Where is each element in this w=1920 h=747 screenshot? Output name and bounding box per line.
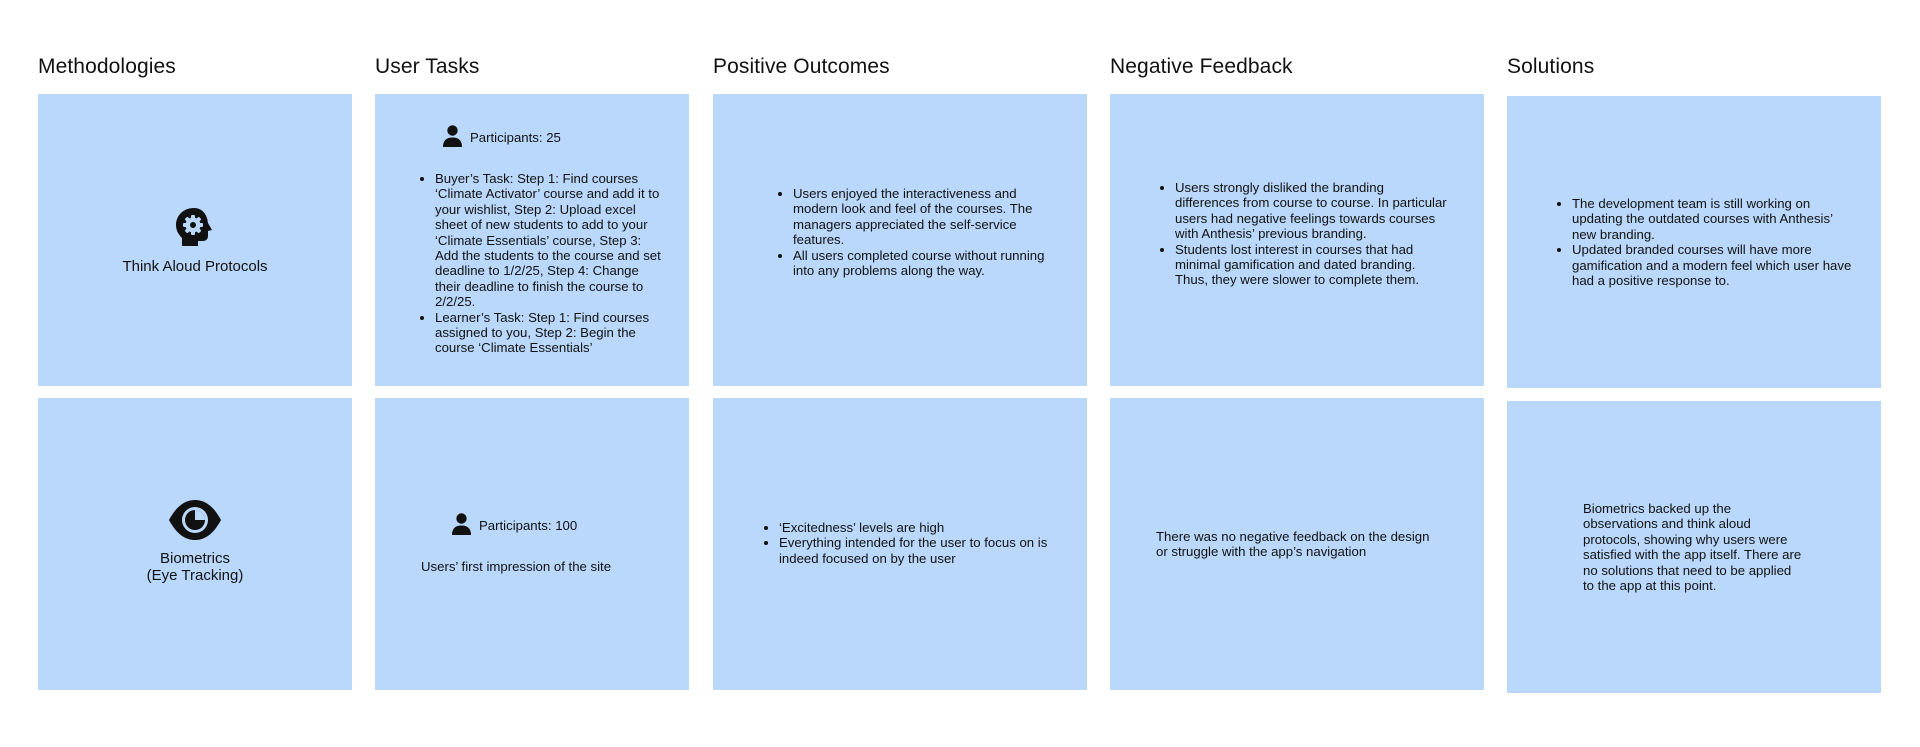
header-methodologies: Methodologies <box>38 55 176 78</box>
solutions-card-1 <box>1507 96 1881 388</box>
method-think-aloud <box>38 206 352 275</box>
positive-card-1 <box>713 94 1087 386</box>
method-card-biometrics <box>38 398 352 690</box>
list-item: • Buyer’s Task: Step 1: Find courses ‘Climate Activator’ course and add it to your wishlist, Step 2: Upload excel sheet of new students to add to your ‘Climate Essentials’ course, Step 3: Add the students to the course and set deadline to 1/2/25, Step 4: Change their deadline to finish the course to 2/2/25. <box>435 171 667 310</box>
method-biometrics <box>38 500 352 585</box>
participants-count <box>443 125 561 150</box>
negative-list <box>1161 180 1447 288</box>
eye-icon <box>168 500 222 545</box>
list-item: • Students lost interest in courses that had minimal gamification and dated branding. Thus, they were slower to complete them. <box>1175 242 1447 288</box>
positive-list <box>779 186 1051 278</box>
method-label-line2: (Eye Tracking) <box>146 567 244 584</box>
method-card-think-aloud <box>38 94 352 386</box>
list-item: • The development team is still working on updating the outdated courses with Anthesis’ new branding. <box>1572 196 1854 242</box>
tasks-card-biometrics <box>375 398 689 690</box>
header-positive-outcomes: Positive Outcomes <box>713 55 890 78</box>
list-item: • Learner’s Task: Step 1: Find courses assigned to you, Step 2: Begin the course ‘Climate Essentials’ <box>435 310 667 356</box>
tasks-card-think-aloud <box>375 94 689 386</box>
head-gear-icon <box>174 206 216 253</box>
method-label-line1: Biometrics <box>159 549 230 567</box>
positive-list <box>765 520 1055 566</box>
negative-card-1 <box>1110 94 1484 386</box>
solutions-list <box>1558 196 1854 288</box>
participants-count <box>452 513 577 538</box>
positive-card-2 <box>713 398 1087 690</box>
person-icon <box>452 513 471 538</box>
tasks-list <box>421 171 667 356</box>
tasks-text: Users’ first impression of the site <box>421 559 612 574</box>
list-item: • All users completed course without running into any problems along the way. <box>793 248 1051 279</box>
list-item: • Users strongly disliked the branding differences from course to course. In particular users had negative feelings towards courses with Anthesis’ previous branding. <box>1175 180 1447 242</box>
participants-label: Participants: 100 <box>479 518 578 533</box>
header-user-tasks: User Tasks <box>375 55 480 78</box>
header-solutions: Solutions <box>1507 55 1595 78</box>
list-item: • Everything intended for the user to focus on is indeed focused on by the user <box>779 535 1055 566</box>
solutions-text: Biometrics backed up the observations and think aloud protocols, showing why users were satisfied with the app itself. There are no solutions that need to be applied to the app at this point. <box>1583 501 1802 594</box>
list-item: • ‘Excitedness’ levels are high <box>779 520 1055 535</box>
list-item: • Users enjoyed the interactiveness and modern look and feel of the courses. The managers appreciated the self-service features. <box>793 186 1051 248</box>
negative-card-2 <box>1110 398 1484 690</box>
method-label: Think Aloud Protocols <box>122 257 268 275</box>
solutions-card-2 <box>1507 401 1881 693</box>
participants-label: Participants: 25 <box>470 130 561 145</box>
negative-text: There was no negative feedback on the design or struggle with the app’s navigation <box>1156 529 1430 560</box>
list-item: • Updated branded courses will have more gamification and a modern feel which user have had a positive response to. <box>1572 242 1854 288</box>
person-icon <box>443 125 462 150</box>
header-negative-feedback: Negative Feedback <box>1110 55 1293 78</box>
